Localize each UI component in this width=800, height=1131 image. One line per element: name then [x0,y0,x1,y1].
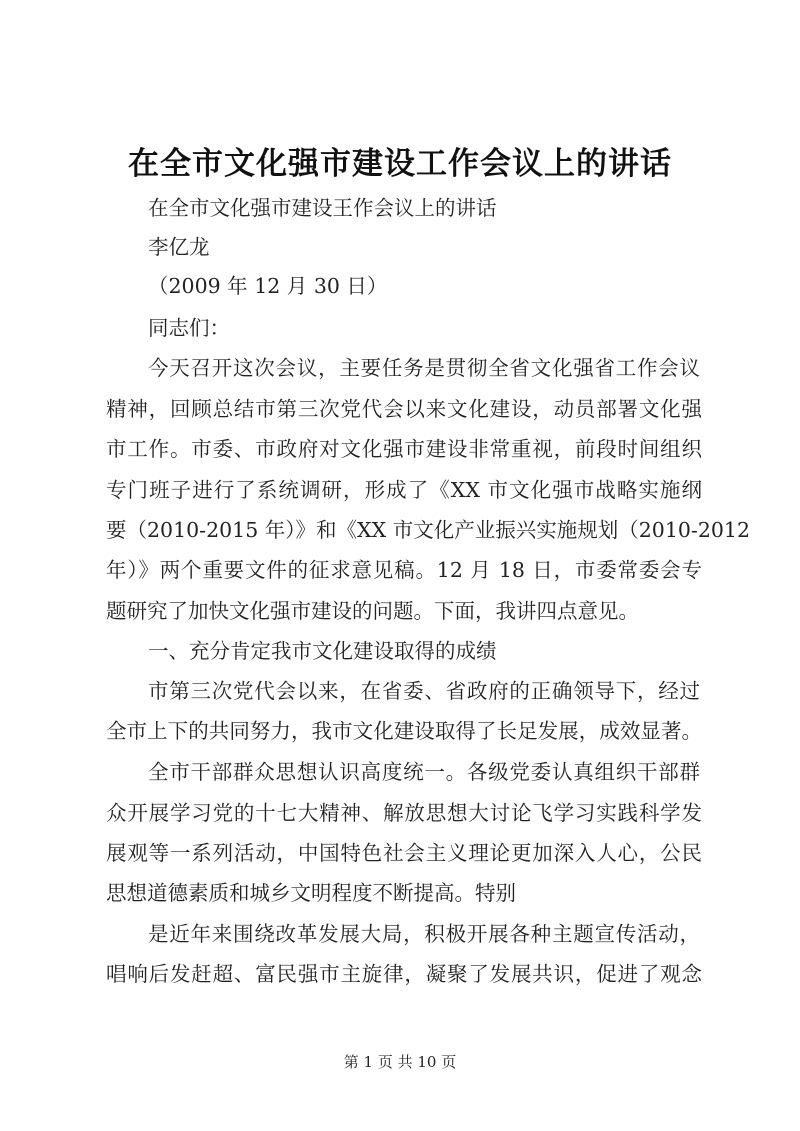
body-line: 思想道德素质和城乡文明程度不断提高。特别 [106,881,516,905]
section-heading: 一、充分肯定我市文化建设取得的成绩 [148,639,497,663]
body-line: 唱响后发赶超、富民强市主旋律，凝聚了发展共识，促进了观念 [106,962,702,986]
body-line: 要（2010-2015 年）》和《XX 市文化产业振兴实施规划（2010-2012 [106,518,751,542]
body-line: 年）》两个重要文件的征求意见稿。12 月 18 日，市委常委会专 [106,558,702,582]
body-line: 专门班子进行了系统调研，形成了《XX 市文化强市战略实施纲 [106,478,702,502]
body-line: 全市干部群众思想认识高度统一。各级党委认真组织干部群 [148,760,700,784]
author-name: 李亿龙 [148,235,210,259]
body-line: 展观等一系列活动，中国特色社会主义理论更加深入人心，公民 [106,841,702,865]
body-line: 全市上下的共同努力，我市文化建设取得了长足发展，成效显著。 [106,719,702,743]
body-line: 是近年来围绕改革发展大局，积极开展各种主题宣传活动， [148,922,700,946]
body-line: 众开展学习党的十七大精神、解放思想大讨论飞学习实践科学发 [106,801,702,825]
salutation: 同志们： [148,316,230,340]
document-subtitle: 在全市文化强市建设王作会议上的讲话 [148,196,497,220]
body-line: 市工作。市委、市政府对文化强市建设非常重视，前段时间组织 [106,437,702,461]
page-number-footer: 第 1 页 共 10 页 [343,1053,457,1071]
document-title: 在全市文化强市建设工作会议上的讲话 [128,146,672,182]
body-line: 市第三次党代会以来，在省委、省政府的正确领导下，经过 [148,679,700,703]
body-line: 题研究了加快文化强市建设的问题。下面，我讲四点意见。 [106,599,639,623]
speech-date: （2009 年 12 月 30 日） [148,274,388,298]
body-line: 精神，回顾总结市第三次党代会以来文化建设，动员部署文化强 [106,397,702,421]
body-line: 今天召开这次会议，主要任务是贯彻全省文化强省工作会议 [148,356,700,380]
